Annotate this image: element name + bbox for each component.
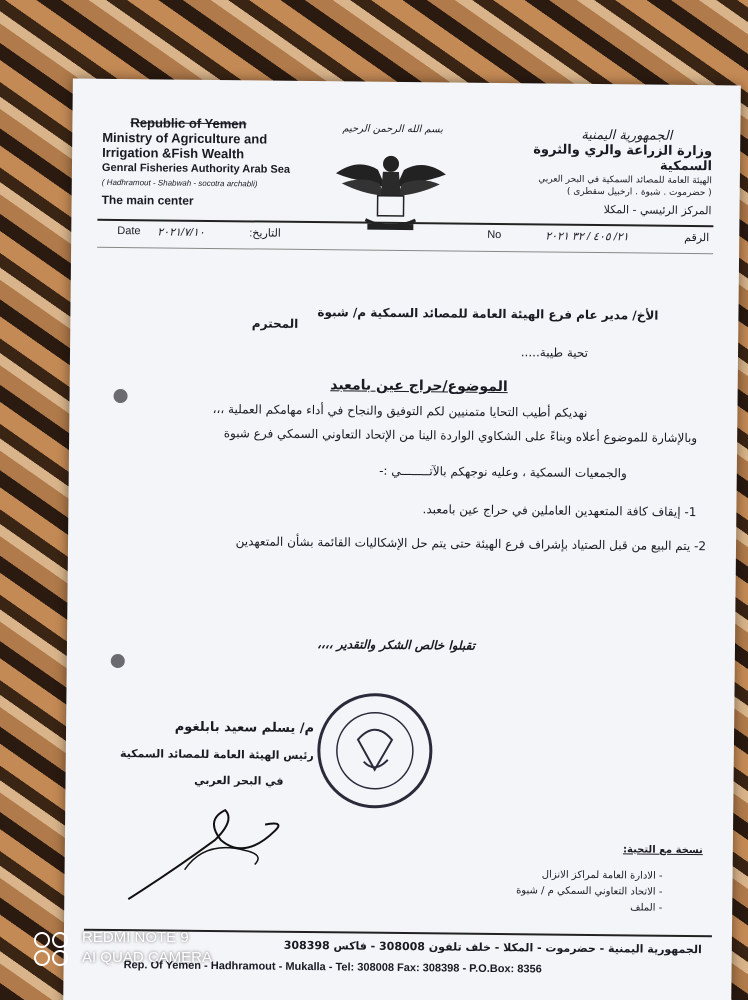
authority-en: Genral Fisheries Authority Arab Sea [101,161,291,176]
header-english [102,115,343,210]
date-label: Date [117,225,141,238]
footer-arabic: الجمهورية اليمنية - حضرموت - المكلا - خلف تلفون 308008 - فاكس 308398 [283,938,702,957]
center-en: The main center [101,192,194,208]
greeting: تحية طيبة..... [520,345,589,360]
header-arabic [481,127,712,217]
camera-label: AI QUAD CAMERA [82,949,213,966]
instruction-item-2: 2- يتم البيع من قبل الصتياد بإشراف فرع الهيئة حتى يتم حل الإشكاليات القائمة بشأن المتعهدين [235,534,707,554]
copies-heading: نسخة مع التحية: [622,844,703,857]
regions-en: ( Hadhramout - Shabwah - socotra archabli) [101,177,258,189]
republic-en: Republic of Yemen [130,115,247,132]
copy-item: - الملف [630,902,663,914]
signatory-region: في البحر العربي [194,773,284,788]
camera-lens-icon [32,930,72,970]
paragraph-2-line1: وبالإشارة للموضوع أعلاه وبناءً على الشكاوي الواردة الينا من الإتحاد التعاوني السمكي فرع شبوة [223,426,698,446]
bismillah: بسم الله الرحمن الرحيم [342,123,443,136]
punch-hole [111,654,125,668]
paragraph-2-line2: والجمعيات السمكية ، وعليه نوجهكم بالآتــــــــي :- [379,463,627,481]
camera-watermark [82,928,212,968]
handwritten-signature-icon [124,779,325,911]
signatory-name: م/ يسلم سعيد بابلغوم [174,719,315,737]
signatory-title: رئيس الهيئة العامة للمصائد السمكية [119,747,314,763]
honorific: المحترم [251,316,299,331]
punch-hole [113,389,127,403]
camera-model: REDMI NOTE 9 [82,929,189,946]
ministry-en-line1: Ministry of Agriculture and [102,129,268,147]
ref-label-ar: الرقم [684,231,710,245]
instruction-item-1: 1- إيقاف كافة المتعهدين العاملين في حراج عين بامعبد. [422,502,697,520]
ref-value: ٢١/ ٤٠٥ / ٣٢ ٢٠٢١ [545,230,629,244]
center-ar: المركز الرئيسي - المكلا [603,203,712,218]
authority-ar: الهيئة العامة للمصائد السمكية في البحر العربي [538,174,712,187]
official-seal-icon [313,689,436,812]
paragraph-1: نهديكم أطيب التحايا متمنيين لكم التوفيق والنجاح في أداء مهامكم العملية ،،، [212,402,588,420]
no-label: No [487,228,502,242]
copy-item: - الادارة العامة لمراكز الانزال [541,869,663,882]
letter-page [63,79,741,1000]
subject: الموضوع/حراج عين بامعبد [330,377,508,396]
date-label-ar: التاريخ: [249,227,281,240]
copy-item: - الاتحاد التعاوني السمكي م / شبوة [516,885,663,898]
regions-ar: ( حضرموت . شبوة . ارخبيل سقطرى ) [566,186,712,199]
closing: تقبلوا خالص الشكر والتقدير ،،،، [317,637,476,653]
ministry-ar: وزارة الزراعة والري والثروة السمكية [533,142,713,175]
date-value: ٢٠٢١/٧/١٠ [157,226,205,239]
ministry-en-line2: Irrigation &Fish Wealth [102,144,245,162]
yemen-emblem-icon [327,139,454,240]
addressee: الأخ/ مدير عام فرع الهيئة العامة للمصائد السمكية م/ شبوة [317,305,659,323]
footer-english: Rep. Of Yemen - Hadhramout - Mukalla - Tel: 308008 Fax: 308398 - P.O.Box: 8356 [123,959,542,976]
republic-ar: الجمهورية اليمنية [581,127,673,144]
